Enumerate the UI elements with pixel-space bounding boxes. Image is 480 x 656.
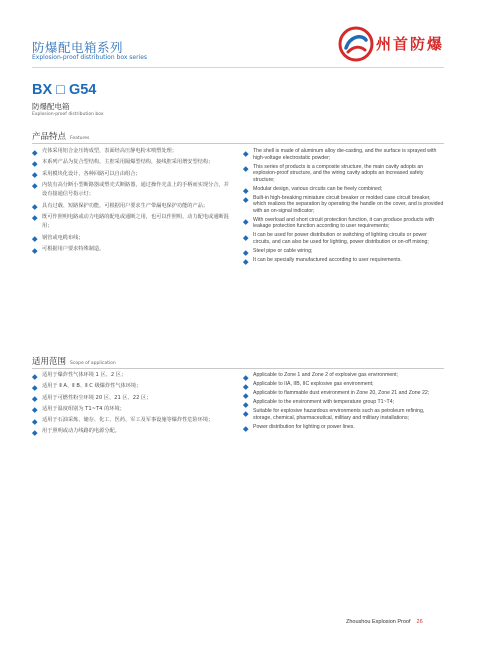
list-item: 适用于石油采炼、储存、化工、医药、军工及军事设施等爆炸性危险环境； [32,416,230,426]
list-item: 适用于 Ⅱ A、Ⅱ B、Ⅱ C 级爆炸性气体环境； [32,382,230,392]
list-item: Modular design, various circuits can be freely combined; [243,186,444,193]
list-item: It can be specially manufactured according to user requirements. [243,257,444,264]
list-item: 适用于温度组别为 T1~T4 的环境； [32,405,230,415]
list-item: This series of products is a composite structure, the main cavity adopts an explosion-proof structure, and the wiring cavity adopts an increased safety structure; [243,164,444,184]
page-number: 26 [416,619,423,625]
scope-title-cn: 适用范围 [32,357,67,367]
list-item: Power distribution for lighting or power lines. [243,424,444,431]
product-name-cn: 防爆配电箱 [32,102,70,111]
scope-heading [32,355,116,367]
list-item: With overload and short circuit protection function, it can produce products with leakage protection function according to user requirements; [243,217,444,230]
list-item: 具有过载、短路保护功能，可根据用户要求生产带漏电保护功能的产品； [32,202,230,212]
list-item: Suitable for explosive hazardous environments such as petroleum refining, storage, chemical, pharmaceutical, military and military installations; [243,408,444,421]
scope-title-en: Scope of application [70,361,116,366]
list-item: It can be used for power distribution or switching of lighting circuits or power circuits, and can also be used for lighting, power distribution or on-off mixing; [243,232,444,245]
list-item: 适用于爆炸性气体环境 1 区、2 区； [32,371,230,381]
features-list-cn [32,147,230,256]
brand-logo-text: 州首防爆 [376,35,445,53]
list-item: The shell is made of aluminum alloy die-casting, and the surface is sprayed with high-voltage electrostatic powder; [243,148,444,161]
list-item: 用于照明或动力线路的电源分配。 [32,427,230,437]
header-divider [32,67,444,68]
features-divider [32,143,444,144]
list-item: Steel pipe or cable wiring; [243,248,444,255]
zhoushou-logo-icon [338,26,374,62]
list-item: 既可作照明电路或动力电路的配电或通断之用，也可以作照明、动力配电或通断混用； [32,213,230,232]
product-model: BX □ G54 [32,82,97,98]
footer-brand: Zhoushou Explosion Proof [346,619,411,625]
list-item: Applicable to Zone 1 and Zone 2 of explosive gas environment; [243,372,444,379]
list-item: Applicable to the environment with temperature group T1~T4; [243,399,444,406]
list-item: Applicable to IIA, IIB, IIC explosive gas environment; [243,381,444,388]
features-title-en: Features [70,136,90,141]
scope-divider [32,368,444,369]
features-list-en [243,148,444,266]
list-item: 钢管或电缆布线； [32,234,230,244]
scope-list-en [243,372,444,433]
list-item: 本系列产品为复合型结构，主腔采用隔爆型结构，接线腔采用增安型结构； [32,158,230,168]
page-footer [346,619,423,625]
list-item: 适用于可燃性粉尘环境 20 区、21 区、22 区； [32,394,230,404]
list-item: Built-in high-breaking miniature circuit breaker or molded case circuit breaker, which realizes the separation by operating the handle on the cover, and is provided with an on-signal indicator; [243,195,444,215]
series-title-cn: 防爆配电箱系列 [32,40,124,55]
list-item: 可根据用户要求特殊制造。 [32,245,230,255]
product-name-en: Explosion-proof distribution box [32,112,104,117]
list-item: 内装有高分断小型断路器或塑壳式断路器，通过操作壳盖上的手柄而实现分合，并设有接通信号指示灯； [32,181,230,200]
list-item: 采用模块化设计，各种回路可以自由组合； [32,170,230,180]
features-title-cn: 产品特点 [32,132,67,142]
list-item: Applicable to flammable dust environment in Zone 20, Zone 21 and Zone 22; [243,390,444,397]
series-title-en: Explosion-proof distribution box series [32,54,148,61]
scope-list-cn [32,371,230,439]
list-item: 壳体采用铝合金压铸成型，表面经高压静电粉末喷塑处理； [32,147,230,157]
features-heading [32,130,89,142]
